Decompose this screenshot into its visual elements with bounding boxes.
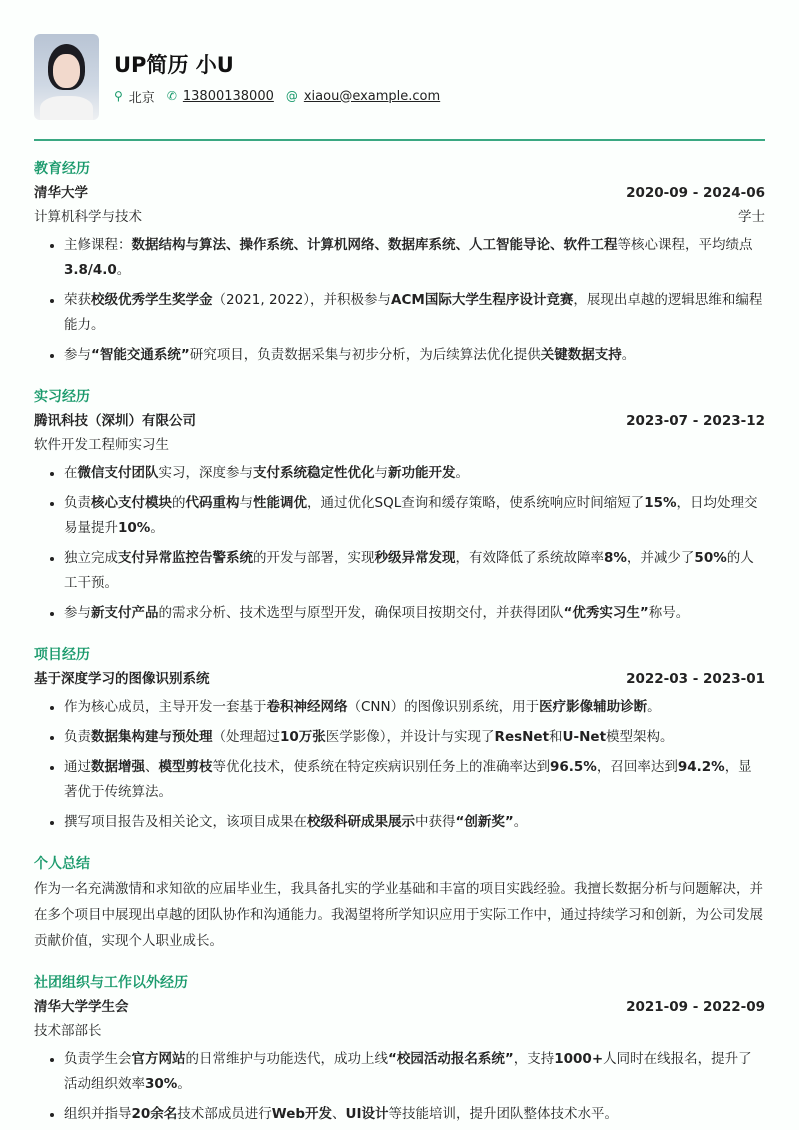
bold-text: 数据集构建与预处理 <box>91 729 213 745</box>
location: 北京 <box>128 90 155 106</box>
entry-header <box>34 995 765 1019</box>
entry-degree: 学士 <box>738 209 765 225</box>
text: 独立完成 <box>64 550 118 566</box>
bold-text: 模型剪枝 <box>158 759 213 775</box>
bold-text: 50% <box>694 550 727 566</box>
text: ，召回率达到 <box>596 759 678 775</box>
text: 的 <box>172 495 186 511</box>
text: 主修课程： <box>64 237 132 253</box>
bold-text: ResNet <box>494 729 550 745</box>
header-divider <box>34 139 765 141</box>
bullet-item <box>64 725 765 750</box>
entry-name: 腾讯科技（深圳）有限公司 <box>34 413 196 429</box>
text: 。 <box>177 1076 191 1092</box>
bold-text: 10% <box>118 520 151 536</box>
resume-header <box>34 0 765 120</box>
text: 与 <box>239 495 253 511</box>
text: 作为核心成员，主导开发一套基于 <box>64 699 267 715</box>
text: 技术部成员进行 <box>177 1106 272 1122</box>
entry-date: 2022-03 - 2023-01 <box>626 671 765 687</box>
text: （2021, 2022），并积极参与 <box>212 292 392 308</box>
summary-paragraph: 作为一名充满激情和求知欲的应届毕业生，我具备扎实的学业基础和丰富的项目实践经验。我擅长数据分析与问题解决，并在多个项目中展现出卓越的团队协作和沟通能力。我渴望将所学知识应用于实际工作中，通过持续学习和创新，为公司发展贡献价值，实现个人职业成长。 <box>34 881 763 949</box>
text: 。 <box>150 520 164 536</box>
bold-text: 关键数据支持 <box>540 347 622 363</box>
text: 。 <box>647 699 661 715</box>
bold-text: UI设计 <box>345 1106 389 1122</box>
text: 研究项目，负责数据采集与初步分析，为后续算法优化提供 <box>189 347 541 363</box>
at-icon: @ <box>285 89 298 103</box>
profile-photo <box>34 34 99 120</box>
text: 组织并指导 <box>64 1106 132 1122</box>
entry-header <box>34 409 765 433</box>
resume-section <box>34 157 765 368</box>
text: 通过 <box>64 759 91 775</box>
text: 等技能培训，提升团队整体技术水平。 <box>388 1106 619 1122</box>
bold-text: 微信支付团队 <box>77 465 159 481</box>
email-link[interactable]: xiaou@example.com <box>303 88 441 104</box>
bullet-list <box>34 1047 765 1127</box>
bold-text: 代码重构 <box>185 495 240 511</box>
text: 。 <box>455 465 469 481</box>
text: 。 <box>621 347 636 363</box>
phone-link[interactable]: 13800138000 <box>182 88 274 104</box>
bold-text: 官方网站 <box>131 1051 186 1067</box>
entry-subheader <box>34 1019 765 1043</box>
bold-text: U-Net <box>562 729 607 745</box>
entry-subheader <box>34 433 765 457</box>
bullet-list <box>34 695 765 835</box>
bullet-list <box>34 461 765 626</box>
entry-date: 2023-07 - 2023-12 <box>626 413 765 429</box>
text: 撰写项目报告及相关论文，该项目成果在 <box>64 814 307 830</box>
entry-name: 清华大学 <box>34 185 88 201</box>
bold-text: 数据结构与算法、操作系统、计算机网络、数据库系统、人工智能导论、软件工程 <box>131 237 618 253</box>
bold-text: 支付系统稳定性优化 <box>253 465 375 481</box>
bullet-item <box>64 810 765 835</box>
text: 称号。 <box>648 605 690 621</box>
bullet-item <box>64 1102 765 1127</box>
section-title: 个人总结 <box>34 856 90 872</box>
text: 的人工干预。 <box>64 550 754 591</box>
entry-date: 2020-09 - 2024-06 <box>626 185 765 201</box>
bullet-item <box>64 755 765 805</box>
entry-subheader <box>34 205 765 229</box>
bold-text: ACM国际大学生程序设计竞赛 <box>391 292 574 308</box>
text: 负责 <box>64 495 91 511</box>
text: 。 <box>116 262 131 278</box>
entry-name: 清华大学学生会 <box>34 999 129 1015</box>
bold-text: 30% <box>145 1076 178 1092</box>
text: ，展现出卓越的逻辑思维和编程能力。 <box>64 292 763 333</box>
text: ，通过优化SQL查询和缓存策略，使系统响应时间缩短了 <box>307 495 645 511</box>
text: 等核心课程，平均绩点 <box>617 237 753 253</box>
bold-text: 医疗影像辅助诊断 <box>539 699 648 715</box>
bold-text: 秒级异常发现 <box>374 550 456 566</box>
bold-text: 支付异常监控告警系统 <box>118 550 253 566</box>
bold-text: Web开发 <box>271 1106 333 1122</box>
bold-text: 94.2% <box>677 759 725 775</box>
text: 实习，深度参与 <box>158 465 253 481</box>
text: 负责学生会 <box>64 1051 132 1067</box>
entry-header <box>34 181 765 205</box>
bold-text: 校级优秀学生奖学金 <box>91 292 213 308</box>
bold-text: 校级科研成果展示 <box>307 814 415 830</box>
resume-sections <box>34 157 765 1127</box>
bold-text: 新功能开发 <box>388 465 456 481</box>
resume-section <box>34 643 765 835</box>
bullet-item <box>64 695 765 720</box>
bullet-item <box>64 288 765 338</box>
entry-date: 2021-09 - 2022-09 <box>626 999 765 1015</box>
text: （CNN）的图像识别系统，用于 <box>347 699 540 715</box>
text: 人同时在线报名，提升了活动组织效率 <box>64 1051 752 1092</box>
bold-text: 卷积神经网络 <box>266 699 348 715</box>
text: ，支持 <box>513 1051 555 1067</box>
text: 荣获 <box>64 292 91 308</box>
text: 的需求分析、技术选型与原型开发，确保项目按期交付，并获得团队 <box>158 605 564 621</box>
bold-text: 核心支付模块 <box>91 495 172 511</box>
text: 医学影像），并设计与实现了 <box>325 729 495 745</box>
text: 和 <box>549 729 563 745</box>
text: 的开发与部署，实现 <box>253 550 375 566</box>
candidate-name: UP简历 小U <box>114 52 234 77</box>
phone-icon: ✆ <box>166 89 177 103</box>
bullet-item <box>64 233 765 283</box>
bold-text: 20余名 <box>131 1106 178 1122</box>
bullet-list <box>34 233 765 368</box>
bold-text: 性能调优 <box>253 495 307 511</box>
bullet-item <box>64 491 765 541</box>
entry-role: 技术部部长 <box>34 1023 102 1039</box>
text: 参与 <box>64 347 91 363</box>
resume-section <box>34 971 765 1127</box>
text: 。 <box>513 814 528 830</box>
section-title: 实习经历 <box>34 389 90 405</box>
section-title: 社团组织与工作以外经历 <box>34 975 188 991</box>
text: 中获得 <box>415 814 456 830</box>
bullet-item <box>64 343 765 368</box>
section-title: 教育经历 <box>34 161 90 177</box>
text: （处理超过 <box>212 729 280 745</box>
text: 负责 <box>64 729 91 745</box>
bold-text: 新支付产品 <box>91 605 159 621</box>
entry-role: 软件开发工程师实习生 <box>34 437 169 453</box>
bold-text: 96.5% <box>550 759 597 775</box>
entry-role: 计算机科学与技术 <box>34 209 142 225</box>
bold-text: “创新奖” <box>455 814 514 830</box>
bold-text: 1000+ <box>554 1051 604 1067</box>
bold-text: “优秀实习生” <box>563 605 649 621</box>
text: 、 <box>145 759 159 775</box>
resume-section <box>34 385 765 626</box>
bullet-item <box>64 461 765 486</box>
text: ，显著优于传统算法。 <box>64 759 752 800</box>
bold-text: 8% <box>604 550 627 566</box>
bold-text: 15% <box>644 495 677 511</box>
bullet-item <box>64 546 765 596</box>
bold-text: 10万张 <box>280 729 326 745</box>
text: 模型架构。 <box>606 729 674 745</box>
section-title: 项目经历 <box>34 647 90 663</box>
bullet-item <box>64 601 765 626</box>
bullet-item <box>64 1047 765 1097</box>
text: 在 <box>64 465 78 481</box>
text: ，并减少了 <box>626 550 695 566</box>
bold-text: 数据增强 <box>91 759 145 775</box>
text: ，日均处理交易量提升 <box>64 495 758 536</box>
text: 的日常维护与功能迭代，成功上线 <box>185 1051 388 1067</box>
text: ，有效降低了系统故障率 <box>455 550 604 566</box>
map-pin-icon: ⚲ <box>114 89 123 103</box>
bold-text: 3.8/4.0 <box>64 262 117 278</box>
resume-section <box>34 852 765 954</box>
bold-text: “智能交通系统” <box>91 347 190 363</box>
text: 参与 <box>64 605 91 621</box>
text: 与 <box>374 465 388 481</box>
bold-text: “校园活动报名系统” <box>388 1051 514 1067</box>
entry-name: 基于深度学习的图像识别系统 <box>34 671 210 687</box>
contact-info <box>114 87 440 106</box>
text: 、 <box>332 1106 346 1122</box>
entry-header <box>34 667 765 691</box>
text: 等优化技术，使系统在特定疾病识别任务上的准确率达到 <box>212 759 550 775</box>
